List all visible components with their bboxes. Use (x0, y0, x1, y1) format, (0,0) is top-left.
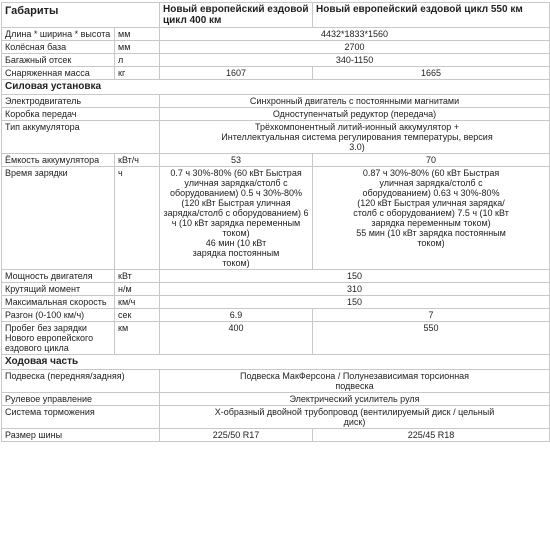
row-value: 150 (160, 270, 550, 283)
row-value: Электрический усилитель руля (160, 393, 550, 406)
row-label: Колёсная база (2, 41, 115, 54)
row-label: Размер шины (2, 429, 160, 442)
header-col-400: Новый европейский ездовой цикл 400 км (160, 3, 313, 28)
row-unit: л (115, 54, 160, 67)
row-label: Мощность двигателя (2, 270, 115, 283)
spec-table (1, 2, 550, 442)
section-power-title: Силовая установка (2, 80, 550, 95)
row-value: 310 (160, 283, 550, 296)
row-value: Синхронный двигатель с постоянными магнитами (160, 95, 550, 108)
row-value: Подвеска МакФерсона / Полунезависимая торсионная подвеска (160, 370, 550, 393)
table-row (2, 296, 550, 309)
row-value: 150 (160, 296, 550, 309)
table-row (2, 54, 550, 67)
charge-550-ac: 0.87 ч 30%-80% (60 кВт Быстрая уличная зарядка/столб с оборудованием) 0.63 ч 30%-80% (120 кВт Быстрая уличная зарядка/столб с оборудованием) 7.5 ч (10 кВт зарядка переменным током) (353, 168, 509, 228)
table-row (2, 95, 550, 108)
table-row (2, 270, 550, 283)
row-label: Пробег без зарядки Нового европейского ездового цикла (2, 322, 115, 355)
table-row (2, 283, 550, 296)
row-value: 4432*1833*1560 (160, 28, 550, 41)
row-label: Электродвигатель (2, 95, 160, 108)
table-row (2, 370, 550, 393)
row-value-550: 225/45 R18 (313, 429, 550, 442)
table-row (2, 154, 550, 167)
header-col-550: Новый европейский ездовой цикл 550 км (313, 3, 550, 28)
section-row (2, 80, 550, 95)
row-value: X-образный двойной трубопровод (вентилируемый диск / цельный диск) (160, 406, 550, 429)
table-row (2, 429, 550, 442)
row-unit: км (115, 322, 160, 355)
row-value-400 (160, 167, 313, 270)
section-row (2, 355, 550, 370)
section-chassis-title: Ходовая часть (2, 355, 550, 370)
row-unit: км/ч (115, 296, 160, 309)
table-row (2, 406, 550, 429)
row-value-550: 550 (313, 322, 550, 355)
row-label: Максимальная скорость (2, 296, 115, 309)
row-unit: кВт (115, 270, 160, 283)
row-unit: кВт/ч (115, 154, 160, 167)
table-row (2, 41, 550, 54)
row-label: Система торможения (2, 406, 160, 429)
row-label: Длина * ширина * высота (2, 28, 115, 41)
row-value-550 (313, 167, 550, 270)
row-unit: сек (115, 309, 160, 322)
table-row (2, 67, 550, 80)
row-unit: мм (115, 41, 160, 54)
row-value: 340-1150 (160, 54, 550, 67)
row-label: Снаряженная масса (2, 67, 115, 80)
row-value-400: 6.9 (160, 309, 313, 322)
row-label: Разгон (0-100 км/ч) (2, 309, 115, 322)
row-label: Подвеска (передняя/задняя) (2, 370, 160, 393)
table-row (2, 28, 550, 41)
row-value-550: 70 (313, 154, 550, 167)
row-label: Багажный отсек (2, 54, 115, 67)
table-row (2, 322, 550, 355)
row-value-550: 1665 (313, 67, 550, 80)
header-param: Габариты (2, 3, 160, 28)
row-unit: кг (115, 67, 160, 80)
row-value-550: 7 (313, 309, 550, 322)
table-header-row (2, 3, 550, 28)
table-row (2, 167, 550, 270)
row-label: Крутящий момент (2, 283, 115, 296)
charge-400-ac: 0.7 ч 30%-80% (60 кВт Быстрая уличная зарядка/столб с оборудованием) 0.5 ч 30%-80% (120 кВт Быстрая уличная зарядка/столб с оборудованием) 6 ч (10 кВт зарядка переменным током) (163, 168, 309, 238)
row-label: Ёмкость аккумулятора (2, 154, 115, 167)
row-label: Тип аккумулятора (2, 121, 160, 154)
charge-550-dc: 55 мин (10 кВт зарядка постоянным током) (356, 228, 506, 248)
row-value-400: 400 (160, 322, 313, 355)
table-row (2, 309, 550, 322)
row-value-400: 225/50 R17 (160, 429, 313, 442)
row-unit: ч (115, 167, 160, 270)
table-row (2, 393, 550, 406)
row-label: Рулевое управление (2, 393, 160, 406)
row-label: Время зарядки (2, 167, 115, 270)
row-unit: н/м (115, 283, 160, 296)
row-unit: мм (115, 28, 160, 41)
table-row (2, 108, 550, 121)
charge-400-dc: 46 мин (10 кВт зарядка постоянным током) (192, 238, 280, 268)
row-label: Коробка передач (2, 108, 160, 121)
table-row (2, 121, 550, 154)
row-value: Трёхкомпонентный литий-ионный аккумулятор + Интеллектуальная система регулирования температуры, версия 3.0) (160, 121, 550, 154)
row-value: 2700 (160, 41, 550, 54)
row-value-400: 53 (160, 154, 313, 167)
row-value: Одноступенчатый редуктор (передача) (160, 108, 550, 121)
row-value-400: 1607 (160, 67, 313, 80)
